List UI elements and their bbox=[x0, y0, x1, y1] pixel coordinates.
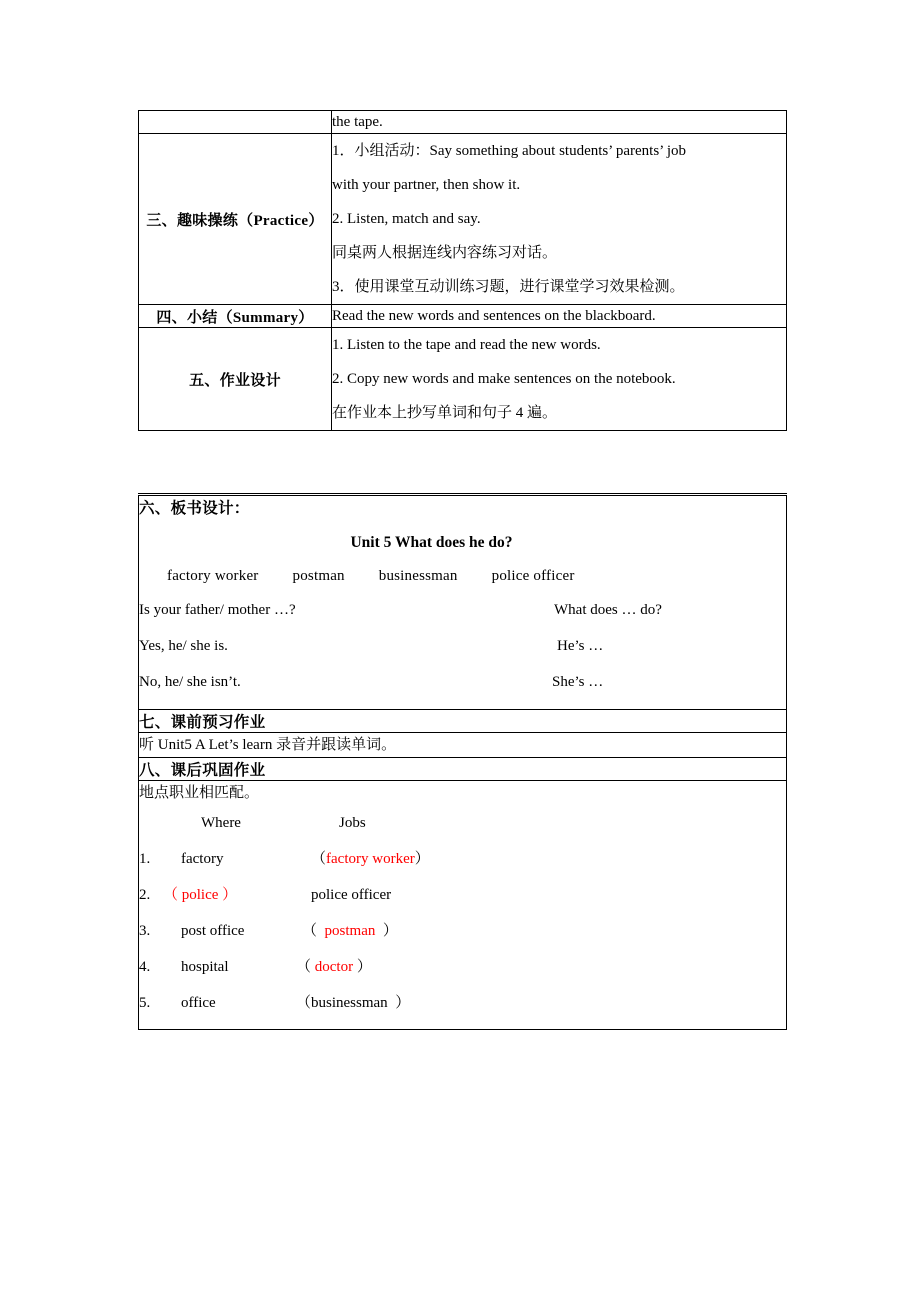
item-where: factory bbox=[181, 851, 224, 867]
exercise-item bbox=[139, 957, 786, 993]
answer-open-paren: （ bbox=[296, 959, 315, 975]
answer-text: postman bbox=[324, 923, 376, 939]
homework-line-1: 1. Listen to the tape and read the new words. bbox=[332, 337, 601, 353]
dialogue-right-2: He’s … bbox=[557, 638, 604, 654]
item-answer bbox=[302, 921, 398, 941]
vocab-word-3: businessman bbox=[378, 568, 458, 584]
column-header-where: Where bbox=[201, 815, 241, 831]
dialogue-row bbox=[139, 637, 786, 673]
answer-close-paren: ） bbox=[375, 923, 398, 939]
table-row bbox=[139, 305, 787, 328]
column-header-jobs: Jobs bbox=[339, 815, 366, 831]
row-body-practice bbox=[332, 134, 787, 305]
row-body-continuation: the tape. bbox=[332, 111, 787, 134]
pre-class-heading: 七、课前预习作业 bbox=[139, 710, 787, 733]
blackboard-section-title: 六、板书设计： bbox=[139, 500, 250, 517]
item-number: 3. bbox=[139, 923, 151, 939]
dialogue-right-1: What does … do? bbox=[554, 602, 662, 618]
answer-open-paren: （ bbox=[296, 995, 312, 1011]
dialogue-row bbox=[139, 673, 786, 709]
dialogue-right-3: She’s … bbox=[552, 674, 604, 690]
answer-text: businessman bbox=[311, 995, 388, 1011]
table-row bbox=[139, 758, 787, 781]
table-row bbox=[139, 733, 787, 758]
blackboard-unit-title: Unit 5 What does he do? bbox=[350, 534, 513, 551]
exercise-item bbox=[139, 885, 786, 921]
homework-line-2: 2. Copy new words and make sentences on the notebook. bbox=[332, 371, 676, 387]
row-body-summary: Read the new words and sentences on the blackboard. bbox=[332, 305, 787, 328]
vocab-word-2: postman bbox=[292, 568, 345, 584]
lesson-plan-lower-table bbox=[138, 493, 787, 1030]
table-row bbox=[139, 495, 787, 710]
row-label-homework-design: 五、作业设计 bbox=[139, 328, 332, 431]
exercise-item bbox=[139, 993, 786, 1029]
blackboard-vocabulary-row bbox=[139, 568, 786, 601]
dialogue-left-3: No, he/ she isn’t. bbox=[139, 674, 241, 690]
table-row bbox=[139, 111, 787, 134]
table-row bbox=[139, 134, 787, 305]
item-where: （ police ） bbox=[163, 887, 238, 903]
answer-close-paren: ） bbox=[353, 959, 372, 975]
practice-line-5: 3．使用课堂互动训练习题，进行课堂学习效果检测。 bbox=[332, 279, 685, 295]
answer-text: doctor bbox=[314, 959, 354, 975]
practice-line-1: 1．小组活动：Say something about students’ parents’ job bbox=[332, 143, 686, 159]
homework-line-3: 在作业本上抄写单词和句子 4 遍。 bbox=[332, 405, 558, 421]
post-class-exercise-cell bbox=[139, 781, 787, 1030]
item-answer bbox=[296, 993, 410, 1013]
exercise-instruction: 地点职业相匹配。 bbox=[139, 785, 260, 801]
table-row bbox=[139, 781, 787, 1030]
item-answer: police officer bbox=[311, 887, 392, 903]
exercise-item bbox=[139, 849, 786, 885]
dialogue-left-1: Is your father/ mother …? bbox=[139, 602, 296, 618]
answer-text: factory worker bbox=[326, 851, 415, 867]
vocab-word-4: police officer bbox=[491, 568, 575, 584]
row-label-continuation bbox=[139, 111, 332, 134]
item-number: 2. bbox=[139, 887, 151, 903]
row-label-summary: 四、小结（Summary） bbox=[139, 305, 332, 328]
row-label-practice: 三、趣味操练（Practice） bbox=[139, 134, 332, 305]
blackboard-design-cell bbox=[139, 495, 787, 710]
table-row bbox=[139, 328, 787, 431]
row-body-homework-design bbox=[332, 328, 787, 431]
pre-class-content: 听 Unit5 A Let’s learn 录音并跟读单词。 bbox=[139, 733, 787, 758]
item-number: 5. bbox=[139, 995, 151, 1011]
exercise-column-headers bbox=[139, 813, 786, 849]
item-number: 1. bbox=[139, 851, 151, 867]
lesson-plan-upper-table bbox=[138, 110, 787, 431]
practice-line-4: 同桌两人根据连线内容练习对话。 bbox=[332, 245, 558, 261]
answer-open-paren: （ bbox=[311, 851, 327, 867]
practice-line-2: with your partner, then show it. bbox=[332, 177, 521, 193]
practice-line-3: 2. Listen, match and say. bbox=[332, 211, 481, 227]
item-where: hospital bbox=[181, 959, 229, 975]
dialogue-left-2: Yes, he/ she is. bbox=[139, 638, 228, 654]
item-answer bbox=[311, 849, 430, 869]
exercise-item bbox=[139, 921, 786, 957]
vocab-word-1: factory worker bbox=[167, 568, 259, 584]
item-number: 4. bbox=[139, 959, 151, 975]
item-where: post office bbox=[181, 923, 245, 939]
post-class-heading: 八、课后巩固作业 bbox=[139, 758, 787, 781]
dialogue-row bbox=[139, 601, 786, 637]
item-where: office bbox=[181, 995, 216, 1011]
answer-close-paren: ） bbox=[414, 851, 430, 867]
answer-close-paren: ） bbox=[387, 995, 411, 1011]
answer-open-paren: （ bbox=[302, 923, 325, 939]
item-answer bbox=[296, 957, 372, 977]
table-row bbox=[139, 710, 787, 733]
